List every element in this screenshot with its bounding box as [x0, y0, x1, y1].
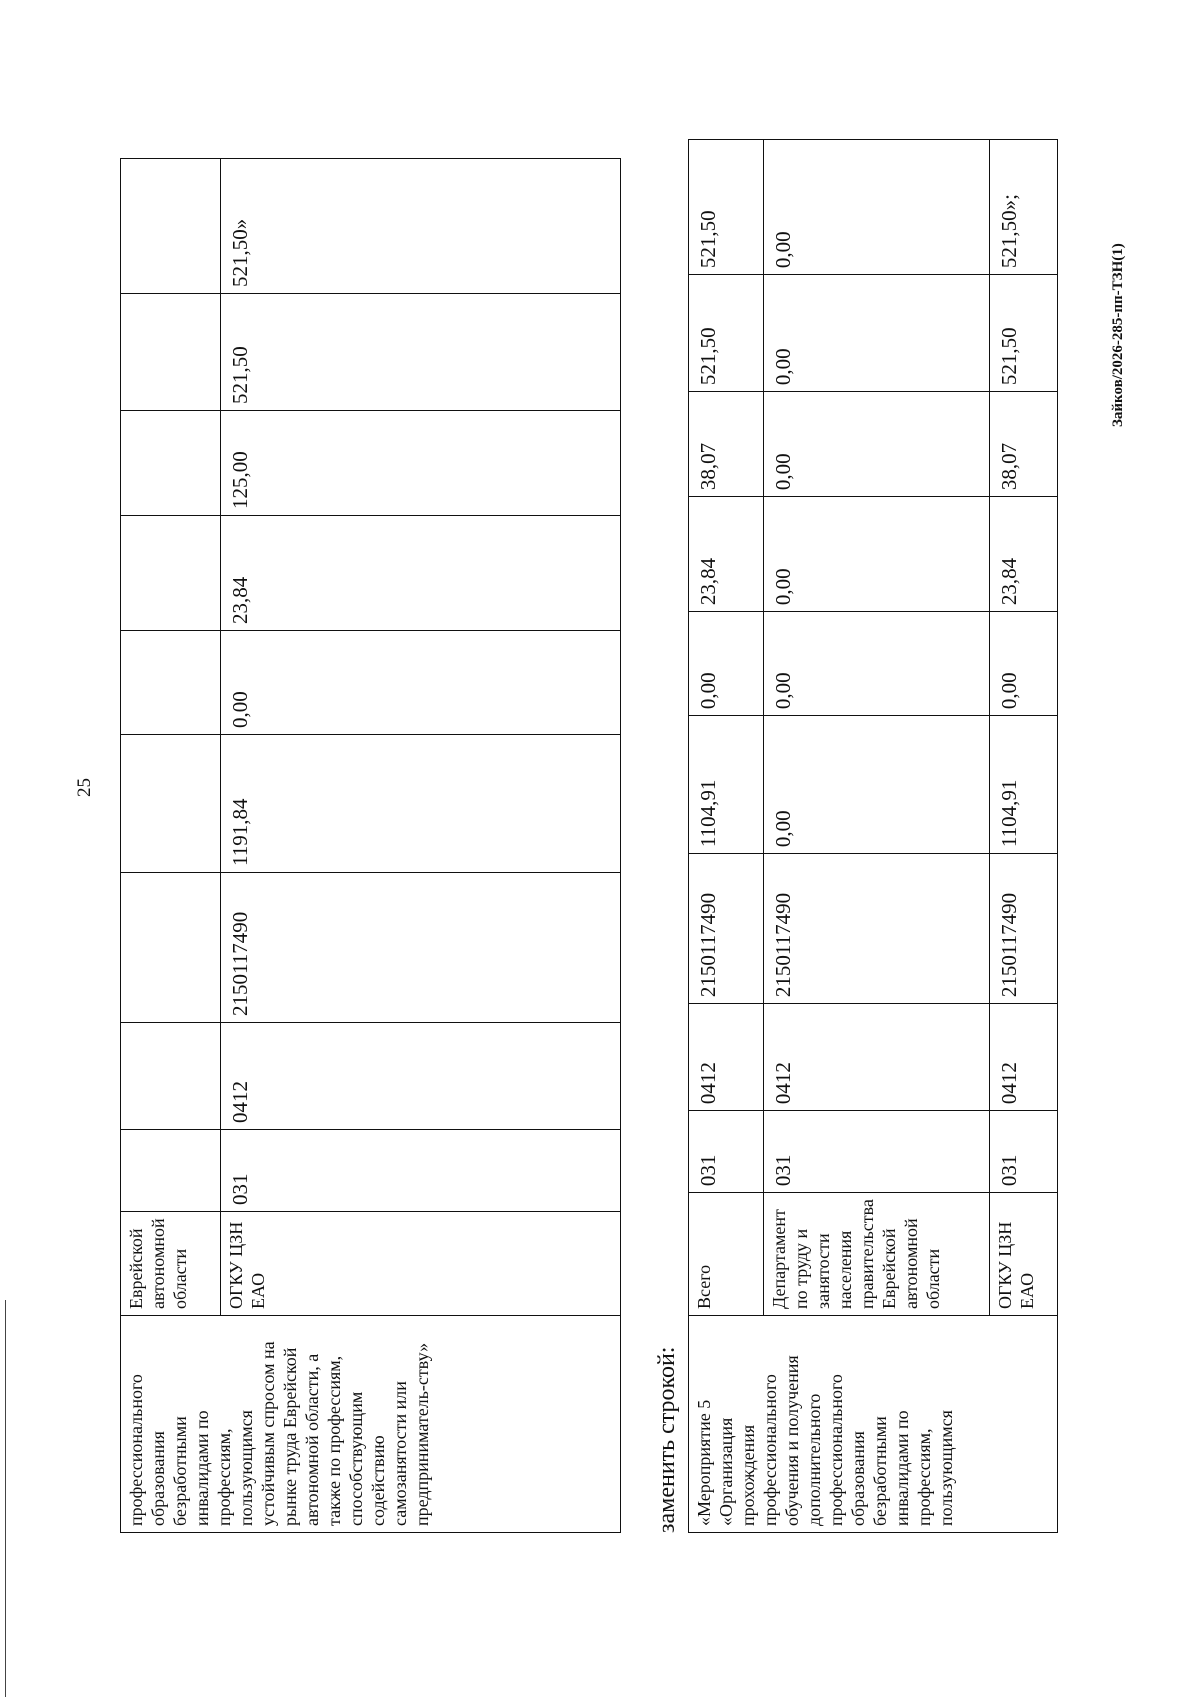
year-amount-cell [121, 516, 221, 631]
executor-cell: ОГКУ ЦЗН ЕАО [990, 1193, 1058, 1316]
year-amount-cell: 38,07 [689, 392, 764, 497]
grbs-code-cell: 031 [689, 1111, 764, 1193]
document-footer-code: Зайков/2026-285-пп-ТЗН(1) [1110, 243, 1126, 427]
executor-cell: Еврейской автономной области [121, 1212, 221, 1316]
year-amount-cell: 0,00 [990, 612, 1058, 716]
year-amount-cell [121, 294, 221, 411]
target-article-cell: 2150117490 [221, 873, 621, 1023]
budget-table-replacement [688, 139, 1058, 1533]
target-article-cell [121, 873, 221, 1023]
year-amount-cell: 0,00 [689, 612, 764, 716]
budget-table-original [120, 158, 621, 1533]
year-amount-cell: 521,50 [689, 275, 764, 392]
year-amount-cell [121, 631, 221, 735]
year-amount-cell: 23,84 [221, 516, 621, 631]
year-amount-cell: 0,00 [764, 612, 990, 716]
year-amount-cell: 521,50 [689, 140, 764, 275]
grbs-code-cell [121, 1130, 221, 1212]
year-amount-cell: 521,50 [221, 294, 621, 411]
year-amount-cell: 0,00 [764, 140, 990, 275]
executor-cell: Всего [689, 1193, 764, 1316]
executor-cell: Департамент по труду и занятости населения правительства Еврейской автономной области [764, 1193, 990, 1316]
section-code-cell: 0412 [221, 1023, 621, 1130]
year-amount-cell: 0,00 [764, 497, 990, 612]
section-code-cell: 0412 [990, 1004, 1058, 1111]
grbs-code-cell: 031 [990, 1111, 1058, 1193]
total-amount-cell: 0,00 [764, 716, 990, 854]
grbs-code-cell: 031 [221, 1130, 621, 1212]
executor-cell: ОГКУ ЦЗН ЕАО [221, 1212, 621, 1316]
total-amount-cell: 1104,91 [990, 716, 1058, 854]
year-amount-cell: 125,00 [221, 411, 621, 516]
year-amount-cell: 521,50»; [990, 140, 1058, 275]
section-code-cell: 0412 [764, 1004, 990, 1111]
section-code-cell [121, 1023, 221, 1130]
year-amount-cell: 38,07 [990, 392, 1058, 497]
target-article-cell: 2150117490 [990, 854, 1058, 1004]
section-code-cell: 0412 [689, 1004, 764, 1111]
total-amount-cell: 1104,91 [689, 716, 764, 854]
table-row [121, 159, 221, 1533]
replace-instruction: заменить строкой: [654, 1346, 680, 1533]
year-amount-cell: 0,00 [221, 631, 621, 735]
year-amount-cell: 0,00 [764, 275, 990, 392]
year-amount-cell: 23,84 [689, 497, 764, 612]
target-article-cell: 2150117490 [764, 854, 990, 1004]
page-number: 25 [74, 778, 95, 797]
year-amount-cell: 521,50» [221, 159, 621, 294]
year-amount-cell [121, 159, 221, 294]
year-amount-cell [121, 411, 221, 516]
total-amount-cell [121, 735, 221, 873]
total-amount-cell: 1191,84 [221, 735, 621, 873]
measure-name-cell: профессионального образования безработными инвалидами по профессиям, пользующимся устойчивым спросом на рынке труда Еврейской автономной области, а также по профессиям, способствующим содействию самозанятости или предприниматель-ству» [121, 1316, 621, 1533]
table-row [689, 140, 764, 1533]
year-amount-cell: 0,00 [764, 392, 990, 497]
year-amount-cell: 23,84 [990, 497, 1058, 612]
target-article-cell: 2150117490 [689, 854, 764, 1004]
measure-name-cell: «Мероприятие 5 «Организация прохождения профессионального обучения и получения дополнительного профессионального образования безработными инвалидами по профессиям, пользующимся [689, 1316, 1058, 1533]
grbs-code-cell: 031 [764, 1111, 990, 1193]
year-amount-cell: 521,50 [990, 275, 1058, 392]
